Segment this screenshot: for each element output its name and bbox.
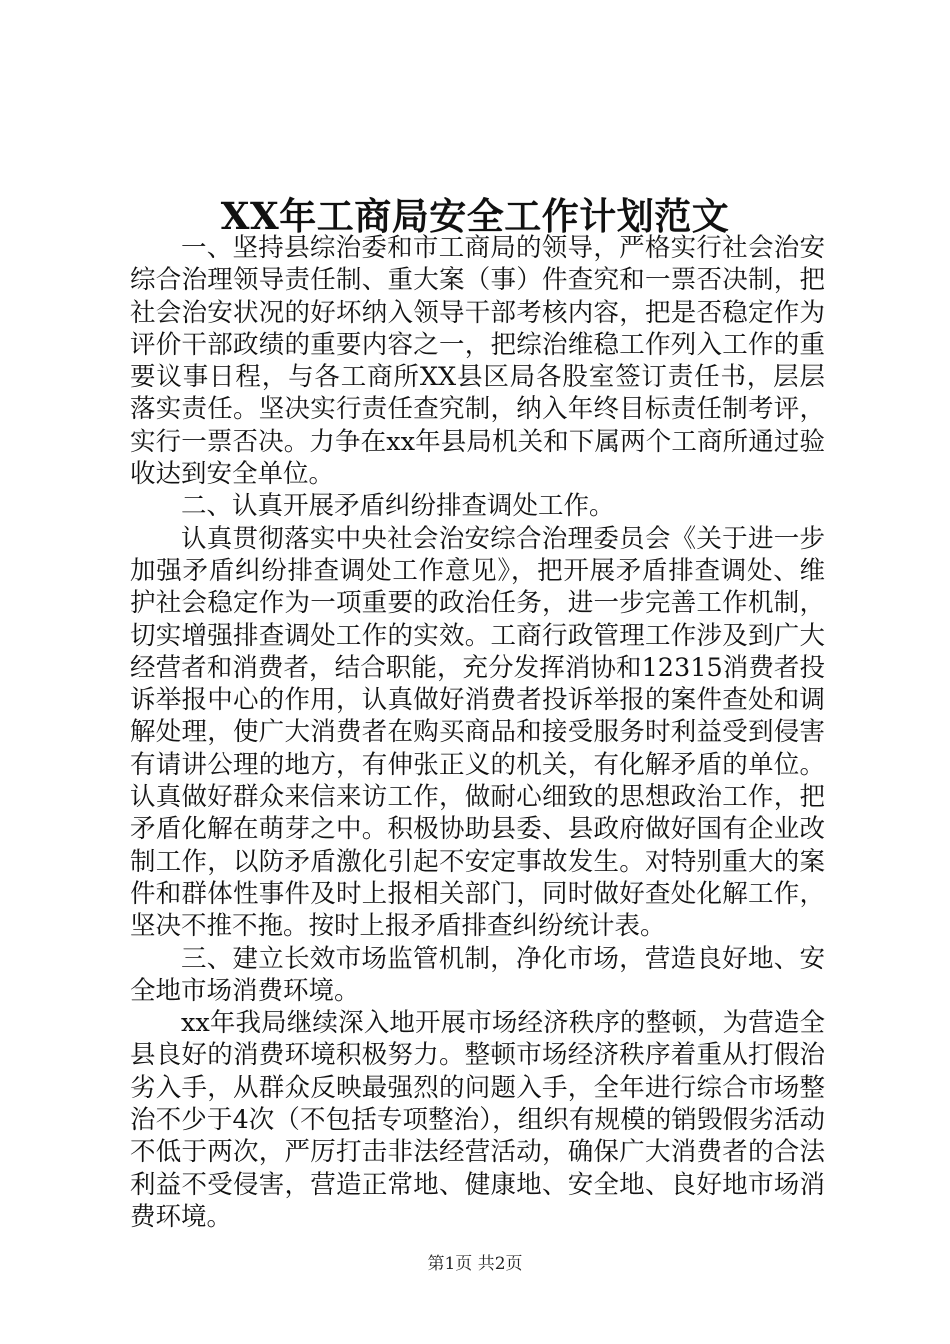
paragraph-dispute-resolution: 认真贯彻落实中央社会治安综合治理委员会《关于进一步加强矛盾纠纷排查调处工作意见》，把开展矛盾排查调处、维护社会稳定作为一项重要的政治任务，进一步完善工作机制，切实增强排查调处工作的实效。工商行政管理工作涉及到广大经营者和消费者，结合职能，充分发挥消协和12315消费者投诉举报中心的作用，认真做好消费者投诉举报的案件查处和调解处理，使广大消费者在购买商品和接受服务时利益受到侵害有请讲公理的地方，有伸张正义的机关，有化解矛盾的单位。认真做好群众来信来访工作，做耐心细致的思想政治工作，把矛盾化解在萌芽之中。积极协助县委、县政府做好国有企业改制工作，以防矛盾激化引起不安定事故发生。对特别重大的案件和群体性事件及时上报相关部门，同时做好查处化解工作，坚决不推不拖。按时上报矛盾排查纠纷统计表。: [130, 523, 825, 942]
document-title: XX年工商局安全工作计划范文: [220, 194, 730, 238]
document-body: [130, 232, 825, 1233]
paragraph-responsibility: 一、坚持县综治委和市工商局的领导，严格实行社会治安综合治理领导责任制、重大案（事）件查究和一票否决制，把社会治安状况的好坏纳入领导干部考核内容，把是否稳定作为评价干部政绩的重要内容之一，把综治维稳工作列入工作的重要议事日程，与各工商所XX县区局各股室签订责任书，层层落实责任。坚决实行责任查究制，纳入年终目标责任制考评，实行一票否决。力争在xx年县局机关和下属两个工商所通过验收达到安全单位。: [130, 233, 825, 490]
paragraph-market-supervision: xx年我局继续深入地开展市场经济秩序的整顿，为营造全县良好的消费环境积极努力。整顿市场经济秩序着重从打假治劣入手，从群众反映最强烈的问题入手，全年进行综合市场整治不少于4次（不包括专项整治），组织有规模的销毁假劣活动不低于两次，严厉打击非法经营活动，确保广大消费者的合法利益不受侵害，营造正常地、健康地、安全地、良好地市场消费环境。: [130, 1008, 825, 1232]
heading-dispute-resolution: 二、认真开展矛盾纠纷排查调处工作。: [181, 491, 615, 522]
heading-market-supervision: 三、建立长效市场监管机制，净化市场，营造良好地、安全地市场消费环境。: [130, 943, 825, 1006]
page-number-footer: 第1页 共2页: [427, 1254, 523, 1274]
